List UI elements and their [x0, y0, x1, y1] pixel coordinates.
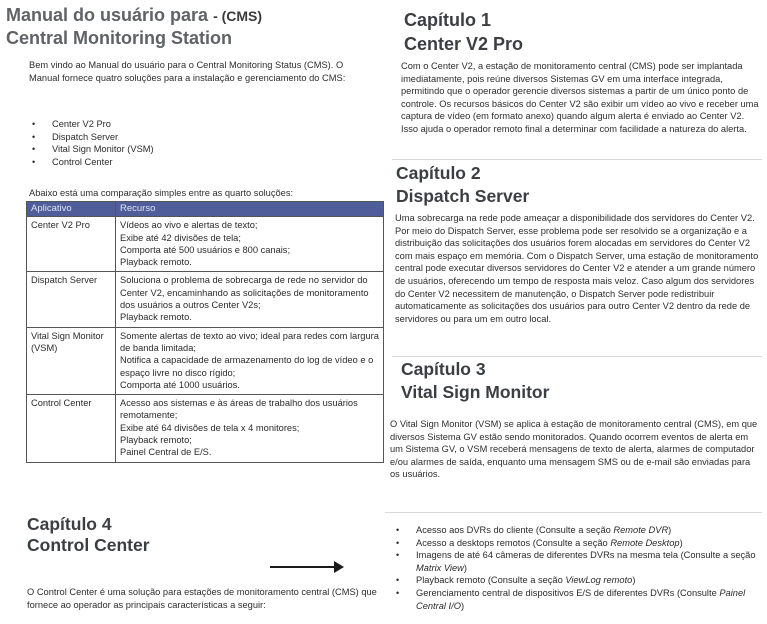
list-item: • Acesso a desktops remotos (Consulte a seção Remote Desktop)	[392, 537, 760, 550]
table-cell-features	[116, 395, 384, 462]
manual-title-line1: Manual do usuário para	[6, 5, 209, 25]
list-item: • Imagens de até 64 câmeras de diferentes DVRs na mesma tela (Consulte a seção Matrix View)	[392, 549, 760, 574]
table-cell-features	[116, 327, 384, 394]
chapter-2-label: Capítulo 2	[396, 163, 481, 183]
table-row	[27, 272, 384, 327]
section-divider	[392, 159, 762, 160]
chapter-4-text: O Control Center é uma solução para estações de monitoramento central (CMS) que fornece ao operador as principais características a seguir:	[27, 587, 377, 610]
list-item: • Acesso aos DVRs do cliente (Consulte a seção Remote DVR)	[392, 524, 760, 537]
table-cell-features	[116, 272, 384, 327]
chapter-2-text: Uma sobrecarga na rede pode ameaçar a disponibilidade dos servidores do Center V2. Por meio do Dispatch Server, esse problema pode ser resolvido se a organização e a distribuição das solicitações dos usuários forem alocadas em servidores do Center V2 com mais espaço em memória. Com o Dispatch Server, uma estação de monitoramento central pode executar diversos servidores do Center V2 e atender a um grande número de usuários, oferecendo um tempo de resposta mais veloz. Caso algum dos servidores do Center V2 necessitem de manutenção, o Dispatch Server pode redistribuir automaticamente as solicitações dos usuários para outro Center V2 dentro da rede de servidores ou para um em outro local.	[395, 213, 759, 324]
feature-line: Somente alertas de texto ao vivo; ideal para redes com largura de banda limitada;	[120, 330, 379, 353]
chapter-2-heading	[396, 162, 529, 208]
feature-line: Soluciona o problema de sobrecarga de rede no servidor do Center V2, encaminhando as solicitações de monitoramento dos usuários a outros Center V2s;	[120, 275, 369, 311]
list-item: • Playback remoto (Consulte a seção ViewLog remoto)	[392, 574, 760, 587]
arrow-icon	[270, 566, 338, 568]
chapter-2-name: Dispatch Server	[396, 186, 530, 206]
chapter-1-label: Capítulo 1	[404, 10, 492, 30]
list-item: • Center V2 Pro	[28, 118, 328, 131]
feature-line: Comporta até 500 usuários e 800 canais;	[120, 244, 291, 255]
arrow-head-icon	[334, 561, 344, 573]
intro-paragraph: Bem vindo ao Manual do usuário para o Central Monitoring Status (CMS). O Manual fornece quatro soluções para a instalação e gerenciamento do CMS:	[29, 60, 346, 83]
feature-line: Vídeos ao vivo e alertas de texto;	[120, 220, 258, 231]
control-center-features	[392, 524, 760, 612]
list-item: • Control Center	[28, 156, 328, 169]
table-row	[27, 395, 384, 462]
chapter-1-text: Com o Center V2, a estação de monitoramento central (CMS) pode ser implantada imediatamente, pois reúne diversos Sistemas GV em uma interface integrada, permitindo que o operador gerencie diversos sistemas a partir de um único ponto de controle. Os recursos básicos do Center V2 são exibir um vídeo ao vivo e receber uma captura de vídeo (em formato anexo) quando algum alerta é enviado ao Center V2. Isso ajuda o operador remoto final a determinar com facilidade a natureza do alerta.	[401, 61, 759, 134]
chapter-1-heading	[404, 8, 523, 56]
chapter-1-name: Center V2 Pro	[404, 34, 524, 54]
chapter-3-name: Vital Sign Monitor	[401, 382, 550, 402]
table-cell-app: Control Center	[27, 395, 116, 462]
table-cell-app: Dispatch Server	[27, 272, 116, 327]
chapter-4-name: Control Center	[27, 535, 150, 555]
table-cell-features	[116, 217, 384, 272]
table-row	[27, 217, 384, 272]
section-divider	[385, 512, 762, 513]
chapter-3-label: Capítulo 3	[401, 359, 486, 379]
compare-intro: Abaixo está uma comparação simples entre as quarto soluções:	[29, 188, 294, 198]
feature-line: Exibe até 42 divisões de tela;	[120, 232, 241, 243]
table-row	[27, 327, 384, 394]
manual-title	[6, 4, 396, 49]
manual-title-line2: Central Monitoring Station	[6, 28, 232, 48]
feature-line: Comporta até 1000 usuários.	[120, 379, 240, 390]
chapter-4-heading	[27, 514, 150, 556]
list-item: • Gerenciamento central de dispositivos E/S de diferentes DVRs (Consulte Painel Central I/O)	[392, 587, 760, 612]
chapter-3-text: O Vital Sign Monitor (VSM) se aplica à estação de monitoramento central (CMS), em que diversos Sistema GV estão sendo monitorados. Quando ocorrem eventos de alerta em um Sistema GV, o VSM receberá mensagens de texto de alerta, alarmes de computador e/ou alarmes de saída, enquanto uma mensagem SMS ou de e-mail são enviadas para os usuários.	[390, 419, 758, 480]
solutions-list	[28, 118, 328, 168]
chapter-3-heading	[401, 358, 549, 404]
feature-line: Playback remoto;	[120, 435, 192, 446]
section-divider	[392, 356, 762, 357]
table-cell-app: Vital Sign Monitor (VSM)	[27, 327, 116, 394]
chapter-4-label: Capítulo 4	[27, 514, 112, 534]
comparison-table	[26, 201, 384, 463]
feature-line: Playback remoto.	[120, 312, 192, 323]
feature-line: Acesso aos sistemas e às áreas de trabalho dos usuários remotamente;	[120, 398, 358, 421]
table-header: Aplicativo	[27, 202, 116, 217]
feature-line: Painel Central de E/S.	[120, 447, 212, 458]
table-header: Recurso	[116, 202, 384, 217]
feature-line: Notifica a capacidade de armazenamento do log de vídeo e o espaço livre no disco rígido;	[120, 355, 374, 378]
feature-line: Playback remoto.	[120, 257, 192, 268]
feature-line: Exibe até 64 divisões de tela x 4 monitores;	[120, 422, 300, 433]
list-item: • Vital Sign Monitor (VSM)	[28, 143, 328, 156]
manual-title-cms: - (CMS)	[213, 8, 263, 24]
table-cell-app: Center V2 Pro	[27, 217, 116, 272]
list-item: • Dispatch Server	[28, 131, 328, 144]
